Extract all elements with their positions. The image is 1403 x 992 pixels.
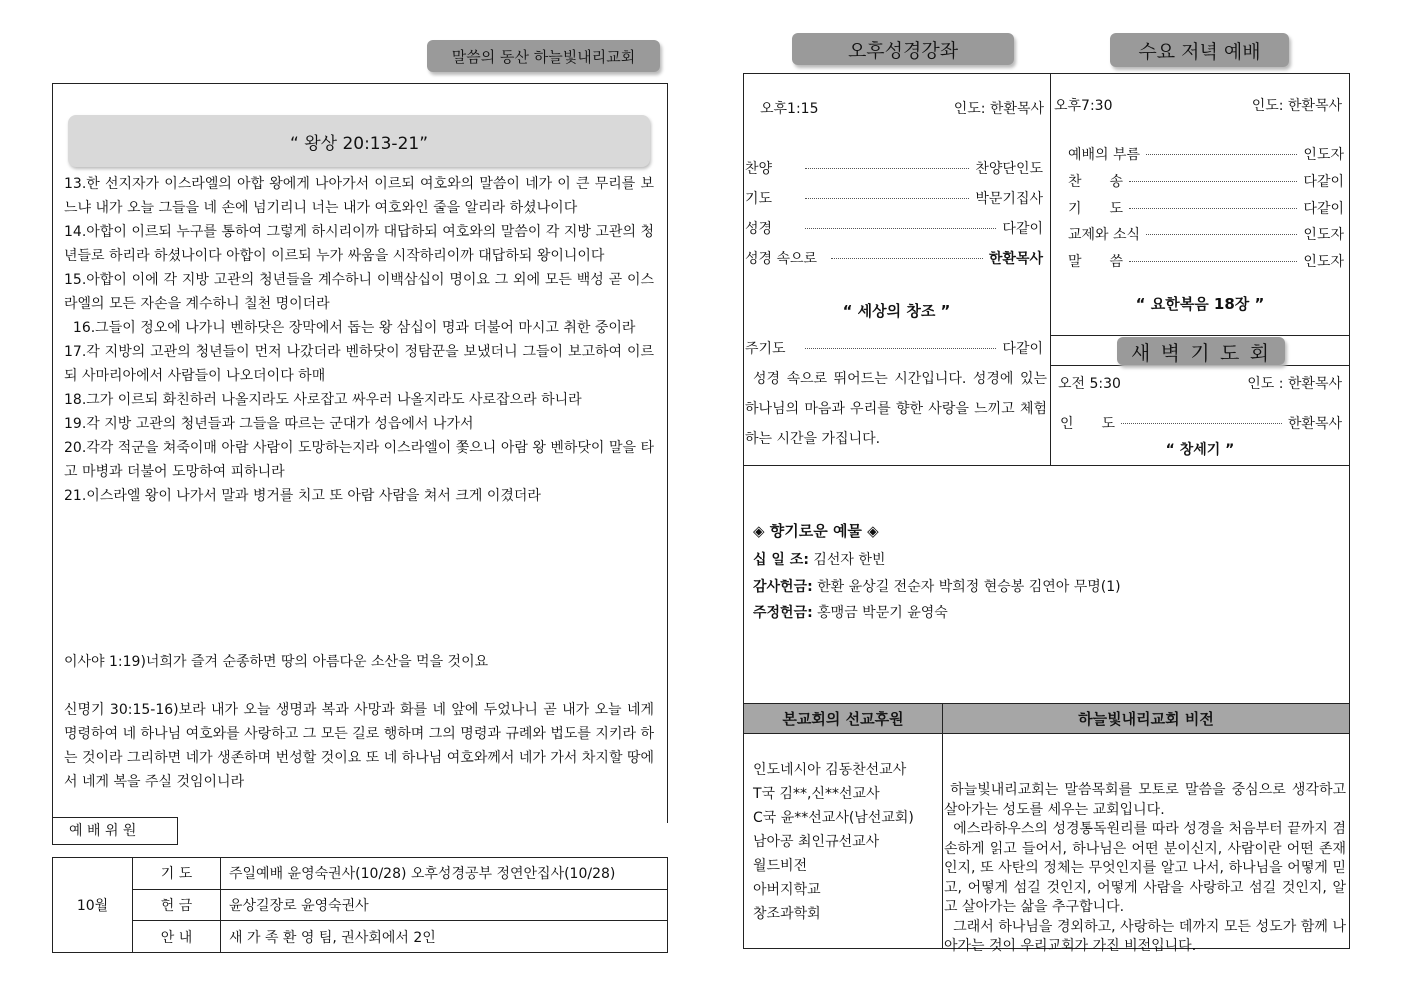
offering-row <box>753 602 948 622</box>
leader-dots <box>1146 154 1297 155</box>
role-cell: 헌 금 <box>133 889 221 921</box>
afternoon-topic: “ 세상의 창조 ” <box>842 302 951 320</box>
wednesday-service-header <box>1110 33 1289 67</box>
order-label: 성경 속으로 <box>745 251 818 267</box>
list-item: 인도네시아 김동찬선교사 <box>753 762 907 778</box>
list-item: 남아공 최인규선교사 <box>753 834 880 850</box>
dawn-time: 오전 5:30 <box>1058 376 1121 392</box>
leader-dots <box>831 258 983 259</box>
offering-row <box>753 576 1121 596</box>
order-item <box>1068 198 1344 218</box>
dawn-info <box>1058 373 1342 393</box>
order-label: 교제와 소식 <box>1068 227 1141 243</box>
divider <box>1050 73 1051 465</box>
dawn-topic: “ 창세기 ” <box>1165 442 1235 458</box>
order-item <box>1068 251 1344 271</box>
order-label: 기도 <box>745 191 773 207</box>
committee-label-text: 예 배 위 원 <box>69 823 137 839</box>
role-cell: 기 도 <box>133 858 221 890</box>
leader-dots <box>1121 423 1282 424</box>
offering-label: 십 일 조: <box>753 552 809 568</box>
order-label: 주기도 <box>745 341 786 357</box>
vision-header-text: 하늘빛내리교회 비전 <box>1078 710 1214 728</box>
order-value: 박문기집사 <box>975 191 1043 207</box>
order-label: 말 씀 <box>1068 254 1124 270</box>
committee-table <box>52 857 668 953</box>
vision-paragraph: 에스라하우스의 성경통독원리를 따라 성경을 처음부터 끝까지 겸손하게 읽고 들어서, 하나님은 어떤 분이신지, 사람이란 어떤 존재인지, 또 사탄의 정체는 무엇인지를 알고 나서, 하나님을 어떻게 믿고, 어떻게 섬길 것인지, 어떻게 사람을 사랑하고 섬길 것인지, 알고 살아가는 삶을 추구합니다. <box>944 821 1346 915</box>
order-value: 인도자 <box>1303 254 1344 270</box>
order-item <box>1068 171 1344 191</box>
order-label: 인 도 <box>1060 416 1116 432</box>
afternoon-leader: 인도: 한환목사 <box>953 101 1044 117</box>
verse: 14.아합이 이르되 누구를 통하여 그렇게 하시리이까 대답하되 여호와의 말씀이 각 지방 고관의 청년들로 하리라 하셨나이다 아합이 이르되 누가 싸움을 시작하리이까 대답하되 왕이니이다 <box>64 224 654 264</box>
order-label: 기 도 <box>1068 201 1124 217</box>
order-value: 한환목사 <box>1287 416 1342 432</box>
value-cell: 주일예배 윤영숙권사(10/28) 오후성경공부 정연안집사(10/28) <box>221 858 668 890</box>
vision-paragraph: 그래서 하나님을 경외하고, 사랑하는 데까지 모든 성도가 함께 나아가는 것이 우리교회가 가진 비전입니다. <box>944 918 1346 954</box>
order-item <box>745 218 1043 238</box>
order-value: 한환목사 <box>988 251 1043 267</box>
afternoon-info <box>760 98 1044 118</box>
list-item: C국 윤**선교사(남선교회) <box>753 810 914 826</box>
leader-dots <box>1129 208 1297 209</box>
afternoon-title: 오후성경강좌 <box>847 39 959 62</box>
divider <box>743 465 1350 466</box>
order-label: 찬양 <box>745 161 773 177</box>
divider <box>942 733 943 949</box>
list-item: 아버지학교 <box>753 882 821 898</box>
verse: 21.이스라엘 왕이 나가서 말과 병거를 치고 또 아람 사람을 쳐서 크게 이겼더라 <box>64 488 541 504</box>
isaiah-text: 이사야 1:19)너희가 즐겨 순종하면 땅의 아름다운 소산을 먹을 것이요 <box>64 654 489 670</box>
offering-row <box>753 549 885 569</box>
order-value: 다같이 <box>1002 221 1043 237</box>
order-item <box>745 248 1043 268</box>
leader-dots <box>805 228 996 229</box>
role-cell: 안 내 <box>133 921 221 953</box>
offering-names: 한환 윤상길 전순자 박희정 현승봉 김연아 무명(1) <box>812 579 1121 595</box>
church-name: 말씀의 동산 하늘빛내리교회 <box>451 47 636 66</box>
verse: 13.한 선지자가 이스라엘의 아합 왕에게 나아가서 이르되 여호와의 말씀이 네가 이 큰 무리를 보느냐 내가 오늘 그들을 네 손에 넘기리니 너는 내가 여호와인 줄을 알리라 하셨나이다 <box>64 176 654 216</box>
afternoon-description: 성경 속으로 뛰어드는 시간입니다. 성경에 있는 하나님의 마음과 우리를 향한 사랑을 느끼고 체험하는 시간을 가집니다. <box>745 371 1047 447</box>
order-item <box>745 188 1043 208</box>
wednesday-leader: 인도: 한환목사 <box>1251 98 1342 114</box>
leader-dots <box>1129 181 1297 182</box>
offering-names: 홍맹금 박문기 윤영숙 <box>812 605 948 621</box>
dawn-leader: 인도 : 한환목사 <box>1247 376 1342 392</box>
order-item <box>745 338 1043 358</box>
church-name-header <box>427 40 660 72</box>
scripture-title <box>68 115 650 167</box>
order-item <box>1068 224 1344 244</box>
mission-header-text: 본교회의 선교후원 <box>782 710 904 728</box>
vision-text <box>944 742 1351 976</box>
list-item: 창조과학회 <box>753 906 821 922</box>
verse: 19.각 지방 고관의 청년들과 그들을 따르는 군대가 성읍에서 나가서 <box>64 416 474 432</box>
verse: 20.각각 적군을 쳐죽이매 아람 사람이 도망하는지라 이스라엘이 쫓으니 아람 왕 벤하닷이 말을 타고 마병과 더불어 도망하여 피하니라 <box>64 440 654 480</box>
month-cell: 10월 <box>53 858 133 953</box>
order-item <box>1060 413 1342 433</box>
wednesday-time: 오후7:30 <box>1054 98 1113 114</box>
value-cell: 윤상길장로 윤영숙권사 <box>221 889 668 921</box>
order-item <box>745 158 1043 178</box>
scripture-text <box>64 172 654 508</box>
dawn-title: 새 벽 기 도 회 <box>1130 340 1272 365</box>
offering-label: 주정헌금: <box>753 605 813 621</box>
wednesday-title: 수요 저녁 예배 <box>1138 40 1261 63</box>
afternoon-time: 오후1:15 <box>760 101 819 117</box>
offering-names: 김선자 한빈 <box>808 552 886 568</box>
mission-header <box>743 703 943 734</box>
order-label: 성경 <box>745 221 773 237</box>
order-value: 인도자 <box>1303 227 1344 243</box>
leader-dots <box>805 348 996 349</box>
order-value: 다같이 <box>1002 341 1043 357</box>
order-item <box>1068 144 1344 164</box>
vision-paragraph: 하늘빛내리교회는 말씀목회를 모토로 말씀을 중심으로 생각하고 살아가는 성도를 세우는 교회입니다. <box>944 782 1351 818</box>
order-value: 찬양단인도 <box>975 161 1043 177</box>
verse: 16.그들이 정오에 나가니 벤하닷은 장막에서 돕는 왕 삼십이 명과 더불어 마시고 취한 중이라 <box>64 320 636 336</box>
deuteronomy-text: 신명기 30:15-16)보라 내가 오늘 생명과 복과 사망과 화를 네 앞에 두었나니 곧 내가 오늘 네게 명령하여 네 하나님 여호와를 사랑하고 그 모든 길로 행하며 그의 명령과 규례와 법도를 지키라 하는 것이라 그리하면 네가 생존하며 번성할 것이요 또 네 하나님 여호와께서 네가 가서 차지할 땅에서 네게 복을 주실 것임이니라 <box>64 702 654 790</box>
dawn-prayer-header <box>1117 337 1285 365</box>
leader-dots <box>1129 261 1297 262</box>
table-row <box>53 921 668 953</box>
vision-header <box>942 703 1350 734</box>
verse: 15.아합이 이에 각 지방 고관의 청년들을 계수하니 이백삼십이 명이요 그 외에 모든 백성 곧 이스라엘의 모든 자손을 계수하니 칠천 명이더라 <box>64 272 654 312</box>
table-row <box>53 889 668 921</box>
leader-dots <box>1146 234 1297 235</box>
list-item: 월드비전 <box>753 858 808 874</box>
offering-title: ◈ 향기로운 예물 ◈ <box>753 522 879 540</box>
value-cell: 새 가 족 환 영 팀, 권사회에서 2인 <box>221 921 668 953</box>
mission-list <box>753 758 914 926</box>
verse: 17.각 지방의 고관의 청년들이 먼저 나갔더라 벤하닷이 정탐꾼을 보냈더니 그들이 보고하여 이르되 사마리아에서 사람들이 나오더이다 하매 <box>64 344 654 384</box>
deuteronomy-verse <box>64 698 654 794</box>
order-value: 다같이 <box>1303 201 1344 217</box>
isaiah-verse <box>64 650 654 674</box>
wednesday-topic: “ 요한복음 18장 ” <box>1135 295 1265 313</box>
table-row <box>53 858 668 890</box>
list-item: T국 김**,신**선교사 <box>753 786 880 802</box>
order-value: 다같이 <box>1303 174 1344 190</box>
scripture-reference: “ 왕상 20:13-21” <box>289 133 429 154</box>
committee-label <box>52 817 178 845</box>
verse: 18.그가 이르되 화친하러 나올지라도 사로잡고 싸우러 나올지라도 사로잡으라 하니라 <box>64 392 582 408</box>
offering-label: 감사헌금: <box>753 579 813 595</box>
order-label: 찬 송 <box>1068 174 1124 190</box>
order-label: 예배의 부름 <box>1068 147 1141 163</box>
wednesday-info <box>1054 95 1342 115</box>
order-value: 인도자 <box>1303 147 1344 163</box>
afternoon-class-header <box>792 33 1014 65</box>
leader-dots <box>805 198 969 199</box>
leader-dots <box>805 168 969 169</box>
